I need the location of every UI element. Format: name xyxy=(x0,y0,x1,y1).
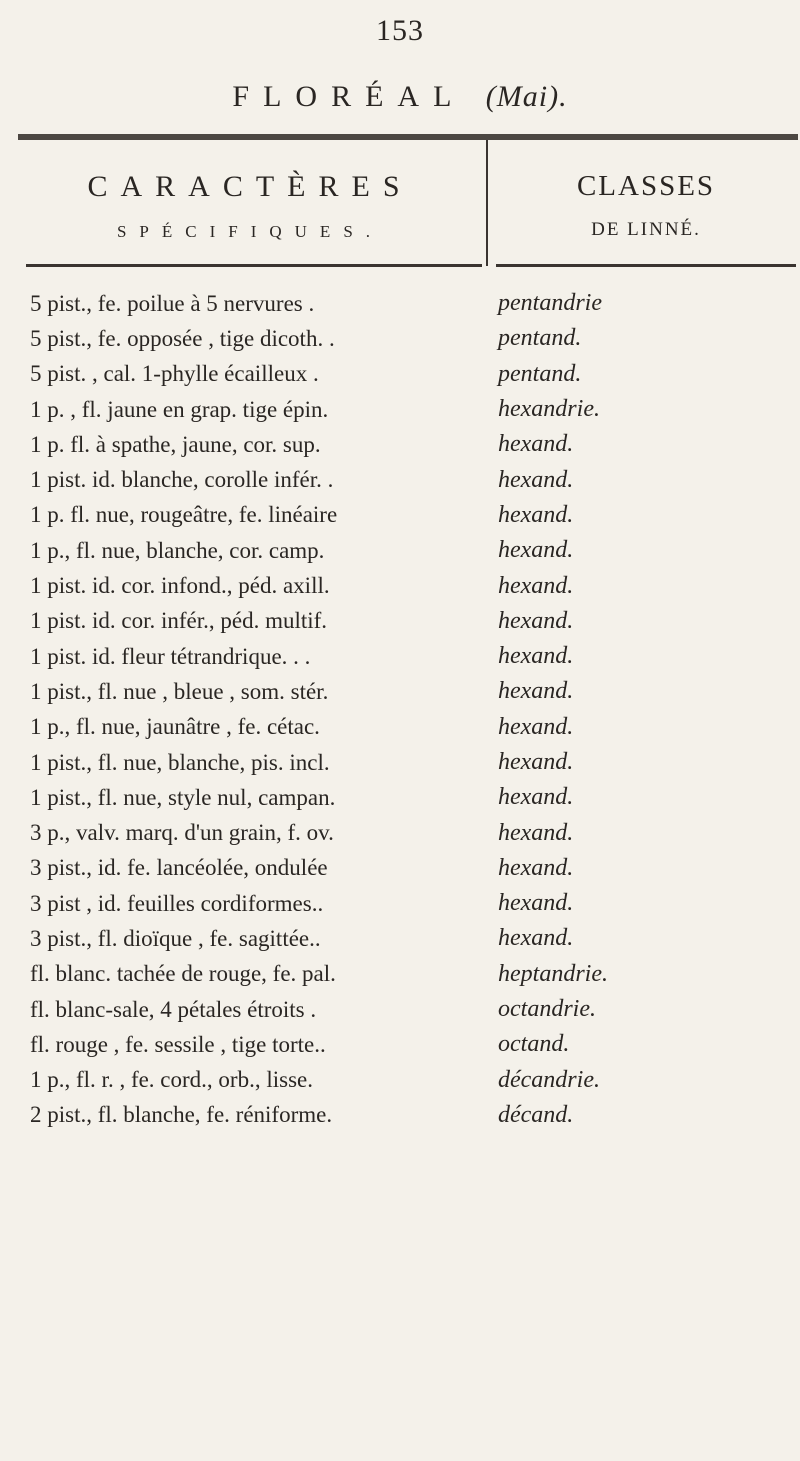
row-class: hexand. xyxy=(498,819,574,846)
row-class: hexand. xyxy=(498,607,574,634)
row-class: hexand. xyxy=(498,678,574,705)
row-class: hexand. xyxy=(498,784,574,811)
row-description: fl. blanc-sale, 4 pétales étroits . xyxy=(30,996,317,1022)
row-class: octandrie. xyxy=(498,996,596,1023)
table-row xyxy=(30,533,800,568)
row-description: 1 pist. id. cor. infér., péd. multif. xyxy=(30,608,328,634)
column-header-characters xyxy=(22,170,478,242)
row-description: 1 pist., fl. nue, blanche, pis. incl. xyxy=(30,749,330,775)
table-row xyxy=(30,498,800,533)
table-body xyxy=(30,286,800,1133)
row-description: 1 pist., fl. nue, style nul, campan. xyxy=(30,784,336,810)
row-class: pentand. xyxy=(498,360,582,387)
row-description: 1 pist. id. fleur tétrandrique. . . xyxy=(30,643,311,669)
row-class: hexand. xyxy=(498,713,574,740)
header-rule-right xyxy=(496,264,796,267)
row-description: 1 pist., fl. nue , bleue , som. stér. xyxy=(30,678,329,704)
row-description: 1 p. fl. à spathe, jaune, cor. sup. xyxy=(30,431,321,457)
table-row xyxy=(30,851,800,886)
running-title xyxy=(0,80,800,114)
row-description: 1 p., fl. nue, jaunâtre , fe. cétac. xyxy=(30,714,320,740)
table-row xyxy=(30,745,800,780)
row-description: 5 pist. , cal. 1-phylle écailleux . xyxy=(30,361,319,387)
column-header-classes xyxy=(496,170,796,241)
row-description: 1 p. , fl. jaune en grap. tige épin. xyxy=(30,396,329,422)
table-row xyxy=(30,957,800,992)
row-class: hexand. xyxy=(498,890,574,917)
table-row xyxy=(30,392,800,427)
top-rule xyxy=(18,134,798,140)
row-class: pentand. xyxy=(498,325,582,352)
column-header-classes-line1: CLASSES xyxy=(576,170,716,202)
column-header-characters-line2: SPÉCIFIQUES. xyxy=(116,222,384,241)
row-description: fl. blanc. tachée de rouge, fe. pal. xyxy=(30,961,336,987)
column-header-classes-line2: DE LINNÉ. xyxy=(591,219,701,240)
row-class: hexand. xyxy=(498,925,574,952)
row-description: 5 pist., fe. poilue à 5 nervures . xyxy=(30,290,315,316)
row-class: hexand. xyxy=(498,854,574,881)
row-class: hexandrie. xyxy=(498,396,600,423)
table-row xyxy=(30,357,800,392)
row-class: octand. xyxy=(498,1031,570,1058)
table-row xyxy=(30,1027,800,1062)
row-description: 3 p., valv. marq. d'un grain, f. ov. xyxy=(30,820,334,846)
table-row xyxy=(30,710,800,745)
table-row xyxy=(30,815,800,850)
row-description: 5 pist., fe. opposée , tige dicoth. . xyxy=(30,325,335,351)
row-class: décand. xyxy=(498,1101,574,1128)
header-column-divider xyxy=(486,140,488,266)
table-row xyxy=(30,1098,800,1133)
table-row xyxy=(30,321,800,356)
table-row xyxy=(30,992,800,1027)
table-row xyxy=(30,639,800,674)
row-description: 1 pist. id. blanche, corolle infér. . xyxy=(30,467,334,493)
row-description: 2 pist., fl. blanche, fe. réniforme. xyxy=(30,1102,333,1128)
row-description: 3 pist., fl. dioïque , fe. sagittée.. xyxy=(30,925,321,951)
row-class: décandrie. xyxy=(498,1066,600,1093)
row-class: hexand. xyxy=(498,501,574,528)
row-class: hexand. xyxy=(498,537,574,564)
row-description: 1 pist. id. cor. infond., péd. axill. xyxy=(30,573,330,599)
table-row xyxy=(30,568,800,603)
table-row xyxy=(30,1063,800,1098)
table-row xyxy=(30,462,800,497)
table-row xyxy=(30,674,800,709)
row-description: 3 pist., id. fe. lancéolée, ondulée xyxy=(30,855,328,881)
row-description: 3 pist , id. feuilles cordiformes.. xyxy=(30,890,324,916)
row-class: hexand. xyxy=(498,431,574,458)
page-number: 153 xyxy=(376,14,424,47)
row-class: pentandrie xyxy=(498,290,602,317)
row-description: 1 p. fl. nue, rougeâtre, fe. linéaire xyxy=(30,502,338,528)
column-header-characters-line1: CARACTÈRES xyxy=(87,170,413,203)
row-description: 1 p., fl. nue, blanche, cor. camp. xyxy=(30,537,325,563)
row-class: hexand. xyxy=(498,643,574,670)
header-rule-left xyxy=(26,264,482,267)
table-row xyxy=(30,604,800,639)
running-title-text: FLORÉAL xyxy=(232,80,465,113)
table-row xyxy=(30,921,800,956)
row-class: hexand. xyxy=(498,466,574,493)
table-row xyxy=(30,780,800,815)
table-row xyxy=(30,427,800,462)
row-class: heptandrie. xyxy=(498,960,608,987)
table-row xyxy=(30,286,800,321)
table-row xyxy=(30,886,800,921)
row-description: fl. rouge , fe. sessile , tige torte.. xyxy=(30,1031,326,1057)
row-class: hexand. xyxy=(498,572,574,599)
row-class: hexand. xyxy=(498,749,574,775)
row-description: 1 p., fl. r. , fe. cord., orb., lisse. xyxy=(30,1067,313,1093)
running-title-month: (Mai). xyxy=(485,80,568,113)
